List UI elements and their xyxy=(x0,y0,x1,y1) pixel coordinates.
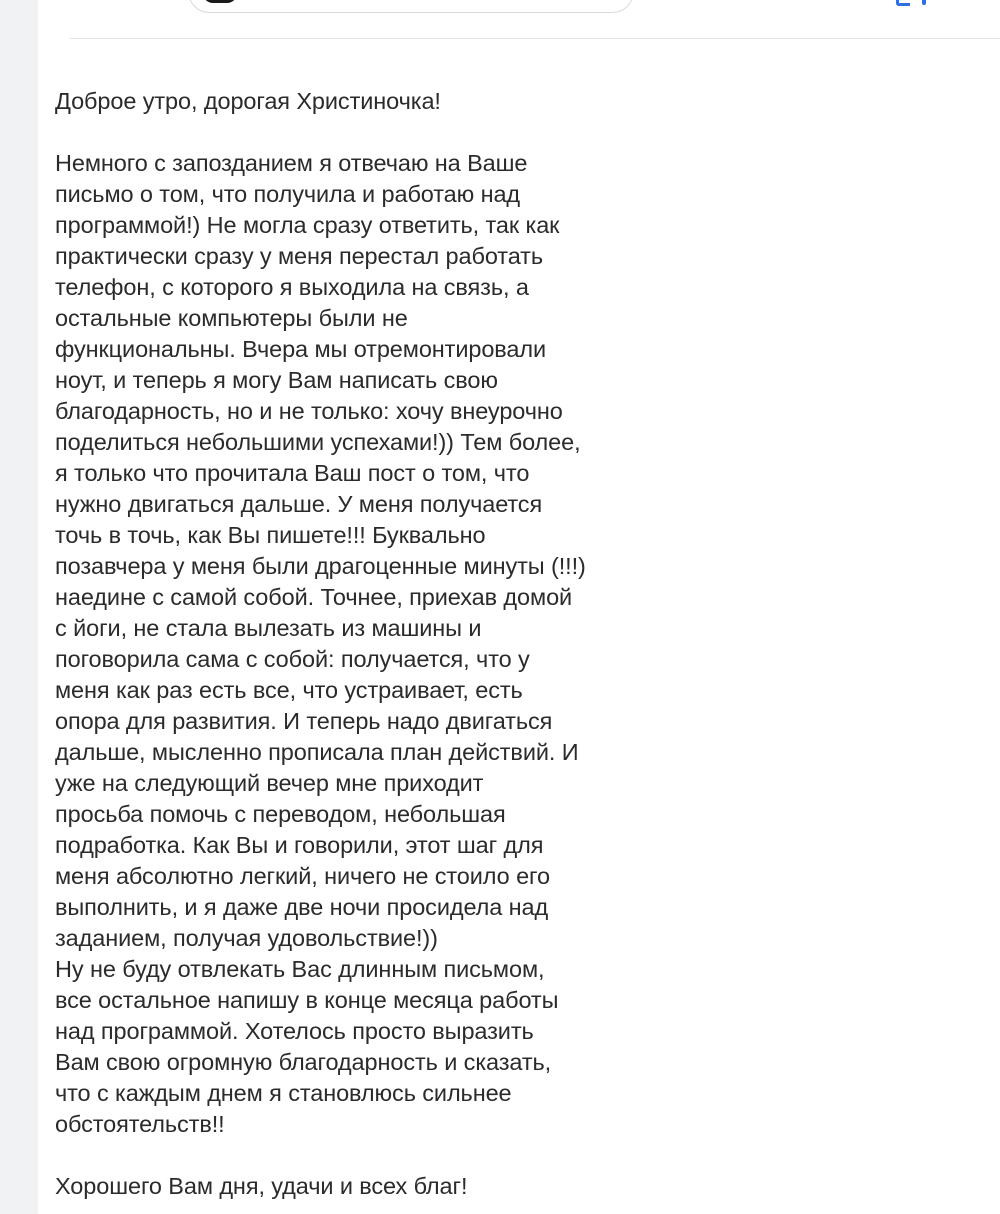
email-body-line: наедине с самой собой. Точнее, приехав домой xyxy=(55,584,573,610)
header-divider xyxy=(70,38,1000,39)
avatar-icon[interactable] xyxy=(203,0,237,3)
email-body-line: заданием, получая удовольствие!)) xyxy=(55,925,438,951)
search-field[interactable] xyxy=(188,0,634,13)
email-body-line: просьба помочь с переводом, небольшая xyxy=(55,801,506,827)
email-body-line: я только что прочитала Ваш пост о том, что xyxy=(55,460,530,486)
email-body-line: позавчера у меня были драгоценные минуты (!!!) xyxy=(55,553,586,579)
left-sidebar-gutter xyxy=(0,0,38,1214)
email-body-line: остальные компьютеры были не xyxy=(55,305,408,331)
email-body-line: выполнить, и я даже две ночи просидела над xyxy=(55,894,549,920)
email-body-line: практически сразу у меня перестал работать xyxy=(55,243,543,269)
email-body-line: опора для развития. И теперь надо двигаться xyxy=(55,708,553,734)
email-greeting: Доброе утро, дорогая Христиночка! xyxy=(55,88,441,114)
email-body-line: обстоятельств!! xyxy=(55,1111,225,1137)
email-body-line: Немного с запозданием я отвечаю на Ваше xyxy=(55,150,528,176)
email-body-line: подработка. Как Вы и говорили, этот шаг для xyxy=(55,832,544,858)
email-body-line: точь в точь, как Вы пишете!!! Буквально xyxy=(55,522,486,548)
email-body-line: программой!) Не могла сразу ответить, так как xyxy=(55,212,560,238)
email-body-line: благодарность, но и не только: хочу внеурочно xyxy=(55,398,563,424)
email-body-line: с йоги, не стала вылезать из машины и xyxy=(55,615,482,641)
paragraph-gap xyxy=(55,1140,615,1171)
email-body-line: телефон, с которого я выходила на связь, а xyxy=(55,274,529,300)
email-body-line: нужно двигаться дальше. У меня получается xyxy=(55,491,543,517)
email-closing: Хорошего Вам дня, удачи и всех благ! xyxy=(55,1173,468,1199)
email-body-line: письмо о том, что получила и работаю над xyxy=(55,181,521,207)
paragraph-gap xyxy=(55,117,615,148)
mail-header xyxy=(38,0,1000,40)
email-body-line: уже на следующий вечер мне приходит xyxy=(55,770,484,796)
action-icon-secondary[interactable] xyxy=(922,0,926,5)
email-body-line: поговорила сама с собой: получается, что у xyxy=(55,646,530,672)
email-body-line: поделиться небольшими успехами!)) Тем более, xyxy=(55,429,581,455)
email-body-line: все остальное напишу в конце месяца работы xyxy=(55,987,559,1013)
email-body-line: меня как раз есть все, что устраивает, есть xyxy=(55,677,523,703)
email-body xyxy=(55,86,615,1202)
email-body-line: что с каждым днем я становлюсь сильнее xyxy=(55,1080,512,1106)
email-body-line: Ну не буду отвлекать Вас длинным письмом, xyxy=(55,956,545,982)
email-body-line: над программой. Хотелось просто выразить xyxy=(55,1018,534,1044)
email-body-line: меня абсолютно легкий, ничего не стоило его xyxy=(55,863,550,889)
action-icon[interactable] xyxy=(896,0,910,6)
email-body-line: дальше, мысленно прописала план действий. И xyxy=(55,739,579,765)
email-body-line: ноут, и теперь я могу Вам написать свою xyxy=(55,367,498,393)
email-body-text xyxy=(55,148,615,1140)
email-body-line: функциональны. Вчера мы отремонтировали xyxy=(55,336,547,362)
email-body-line: Вам свою огромную благодарность и сказать, xyxy=(55,1049,552,1075)
